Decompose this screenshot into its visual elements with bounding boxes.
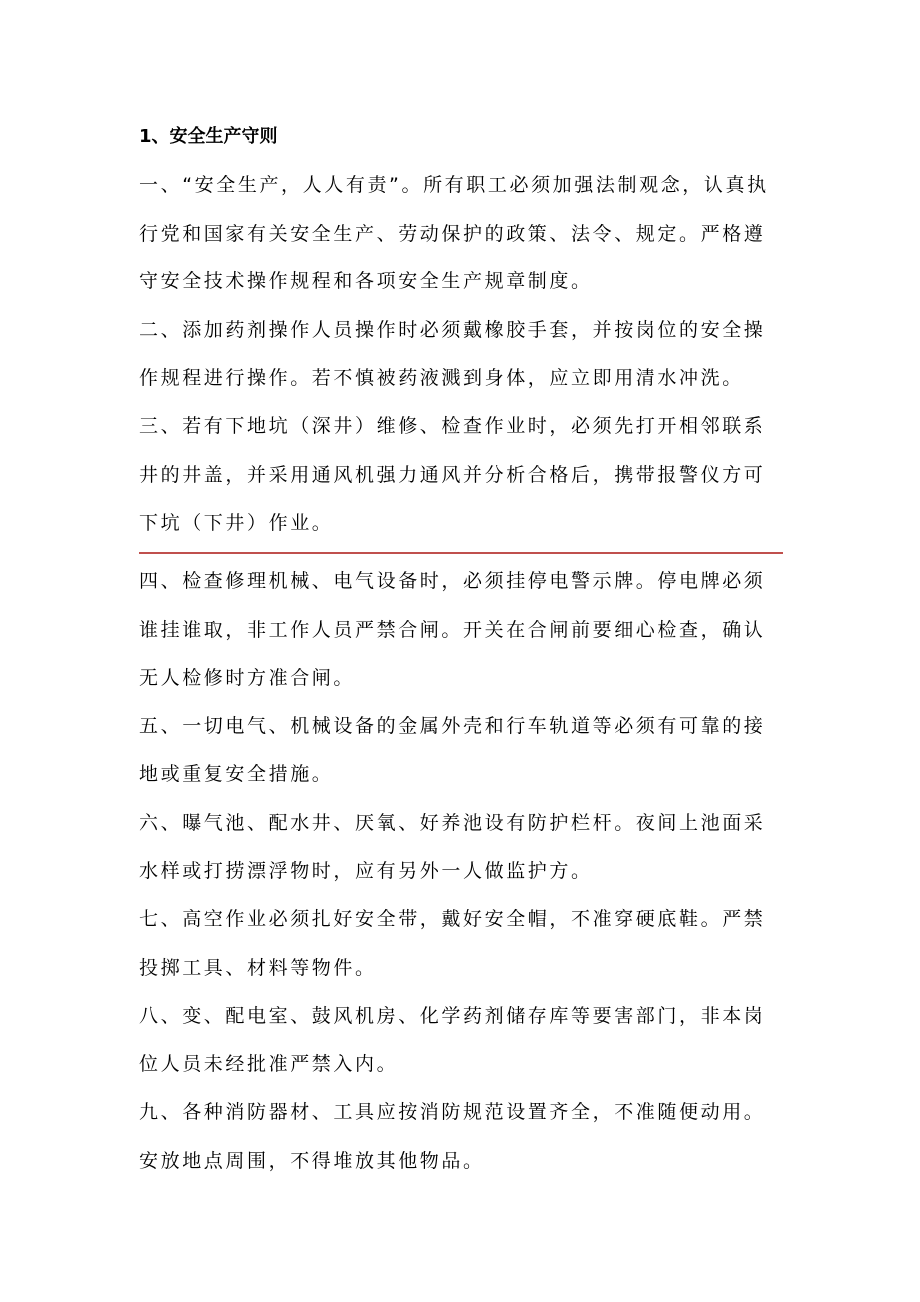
rule-line: 守安全技术操作规程和各项安全生产规章制度。 bbox=[139, 270, 593, 292]
rule-line: 投掷工具、材料等物件。 bbox=[139, 957, 377, 979]
rule-line: 无人检修时方准合闸。 bbox=[139, 667, 356, 689]
rule-line: 作规程进行操作。若不慎被药液溅到身体，应立即用清水冲洗。 bbox=[139, 367, 744, 389]
section-divider bbox=[139, 552, 783, 554]
rule-line: 八、变、配电室、鼓风机房、化学药剂储存库等要害部门，非本岗 bbox=[139, 1005, 766, 1027]
rule-line: 水样或打捞漂浮物时，应有另外一人做监护方。 bbox=[139, 860, 593, 882]
rule-line: 井的井盖，并采用通风机强力通风并分析合格后，携带报警仪方可 bbox=[139, 464, 766, 486]
rule-line: 安放地点周围，不得堆放其他物品。 bbox=[139, 1150, 485, 1172]
rule-line: 六、曝气池、配水井、厌氧、好养池设有防护栏杆。夜间上池面采 bbox=[139, 812, 766, 834]
rule-line: 谁挂谁取，非工作人员严禁合闸。开关在合闸前要细心检查，确认 bbox=[139, 619, 766, 641]
rule-line: 七、高空作业必须扎好安全带，戴好安全帽，不准穿硬底鞋。严禁 bbox=[139, 908, 766, 930]
rule-line: 四、检查修理机械、电气设备时，必须挂停电警示牌。停电牌必须 bbox=[139, 570, 766, 592]
rule-line: 地或重复安全措施。 bbox=[139, 763, 334, 785]
rule-line: 五、一切电气、机械设备的金属外壳和行车轨道等必须有可靠的接 bbox=[139, 715, 766, 737]
rule-line: 二、添加药剂操作人员操作时必须戴橡胶手套，并按岗位的安全操 bbox=[139, 319, 766, 341]
rule-line: 九、各种消防器材、工具应按消防规范设置齐全，不准随便动用。 bbox=[139, 1101, 766, 1123]
rule-line: 下坑（下井）作业。 bbox=[139, 512, 334, 534]
section-title: 1、安全生产守则 bbox=[139, 126, 278, 147]
rule-line: 位人员未经批准严禁入内。 bbox=[139, 1053, 399, 1075]
rule-line: 三、若有下地坑（深井）维修、检查作业时，必须先打开相邻联系 bbox=[139, 415, 766, 437]
rule-line: 一、“安全生产，人人有责”。所有职工必须加强法制观念，认真执 bbox=[139, 174, 769, 196]
rule-line: 行党和国家有关安全生产、劳动保护的政策、法令、规定。严格遵 bbox=[139, 223, 766, 245]
